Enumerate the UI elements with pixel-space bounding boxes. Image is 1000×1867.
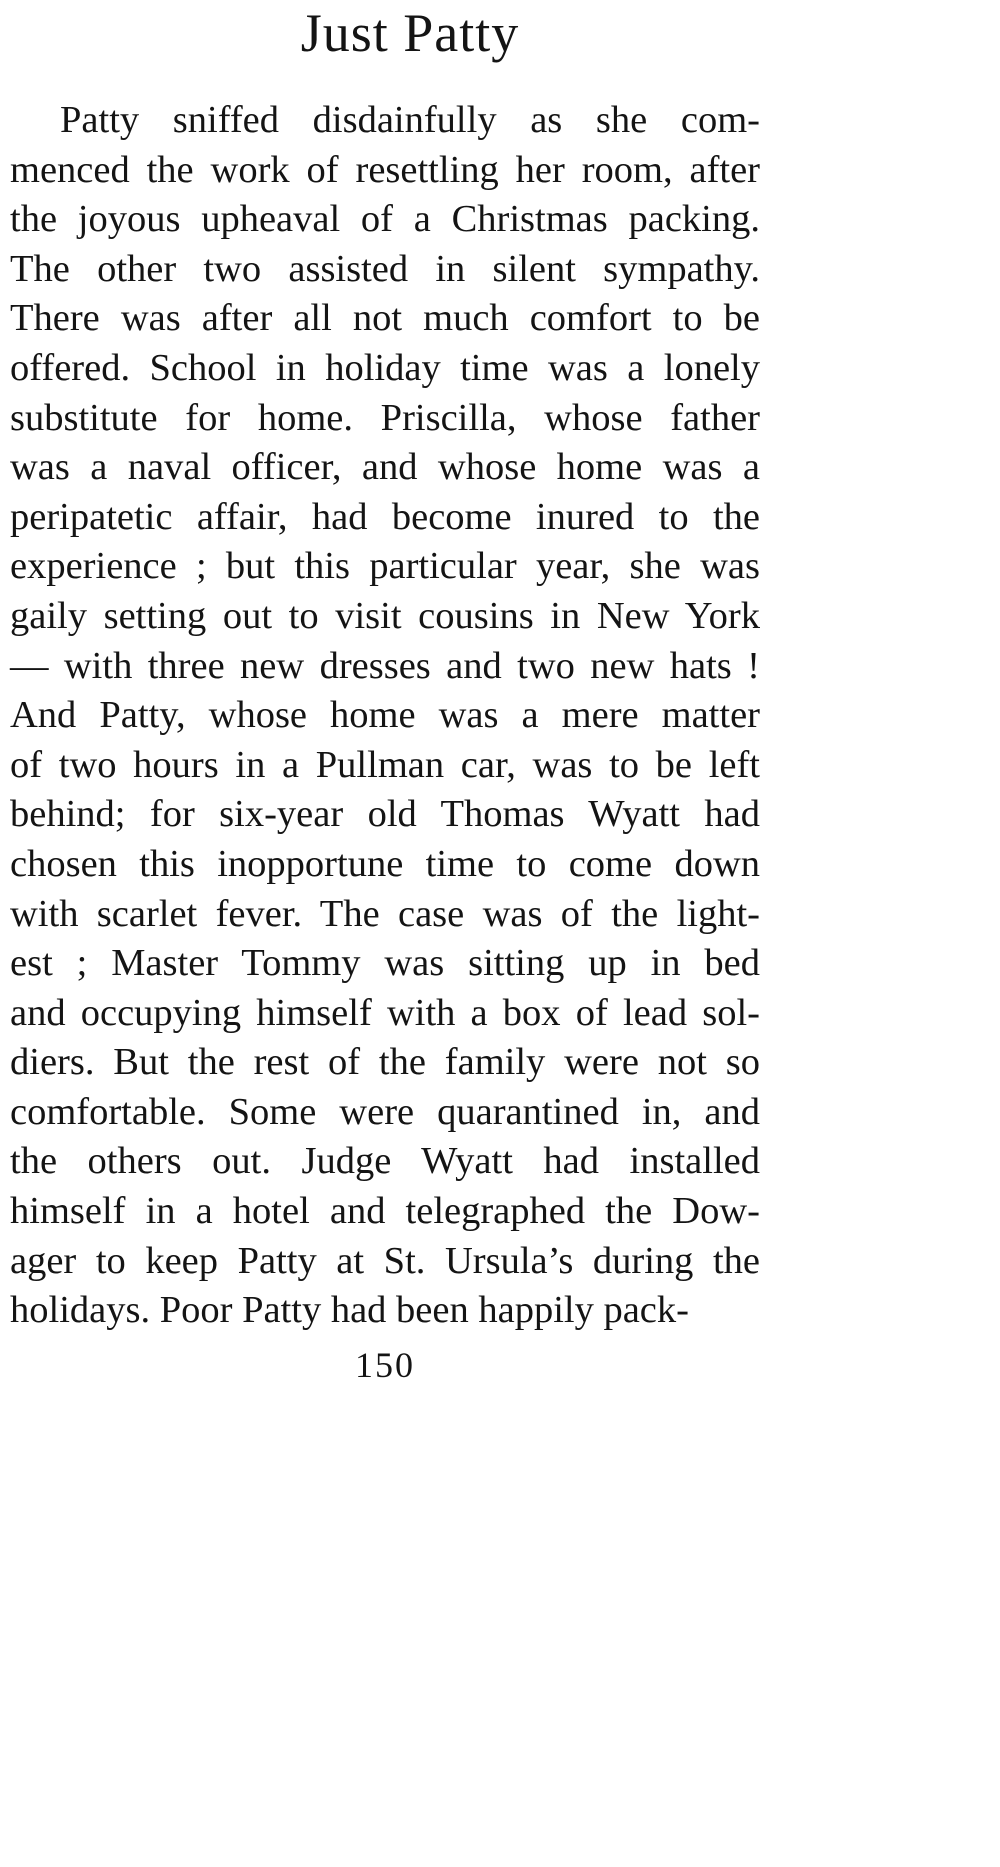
text-line: And Patty, whose home was a mere matter bbox=[10, 694, 760, 737]
text-line: There was after all not much comfort to be bbox=[10, 297, 760, 340]
text-line: of two hours in a Pullman car, was to be left bbox=[10, 743, 760, 786]
text-line: was a naval officer, and whose home was a bbox=[10, 446, 760, 489]
text-line: substitute for home. Priscilla, whose father bbox=[10, 396, 760, 439]
text-line: comfortable. Some were quarantined in, and bbox=[10, 1090, 760, 1133]
text-line: est ; Master Tommy was sitting up in bed bbox=[10, 942, 760, 985]
body-text bbox=[10, 96, 760, 1336]
text-line: with scarlet fever. The case was of the light- bbox=[10, 892, 760, 935]
page-number: 150 bbox=[355, 1345, 415, 1385]
text-line: holidays. Poor Patty had been happily pack- bbox=[10, 1289, 689, 1332]
text-line: chosen this inopportune time to come down bbox=[10, 842, 760, 885]
text-line: gaily setting out to visit cousins in New York bbox=[10, 594, 760, 637]
text-line: himself in a hotel and telegraphed the Dow- bbox=[10, 1190, 760, 1233]
text-line: experience ; but this particular year, she was bbox=[10, 545, 760, 588]
text-line: diers. But the rest of the family were not so bbox=[10, 1041, 760, 1084]
text-line: the others out. Judge Wyatt had installed bbox=[10, 1140, 760, 1183]
text-line: ager to keep Patty at St. Ursula’s during the bbox=[10, 1239, 760, 1282]
text-line: and occupying himself with a box of lead sol- bbox=[10, 991, 760, 1034]
text-line: peripatetic affair, had become inured to the bbox=[10, 495, 760, 538]
text-line: Patty sniffed disdainfully as she com- bbox=[60, 99, 760, 141]
text-line: menced the work of resettling her room, after bbox=[10, 148, 760, 191]
text-line: offered. School in holiday time was a lonely bbox=[10, 346, 760, 389]
text-line: the joyous upheaval of a Christmas packing. bbox=[10, 198, 760, 241]
text-line: — with three new dresses and two new hats ! bbox=[10, 644, 760, 687]
text-line: The other two assisted in silent sympathy. bbox=[10, 247, 760, 290]
text-line: behind; for six-year old Thomas Wyatt had bbox=[10, 793, 760, 836]
running-head: Just Patty bbox=[300, 3, 520, 63]
